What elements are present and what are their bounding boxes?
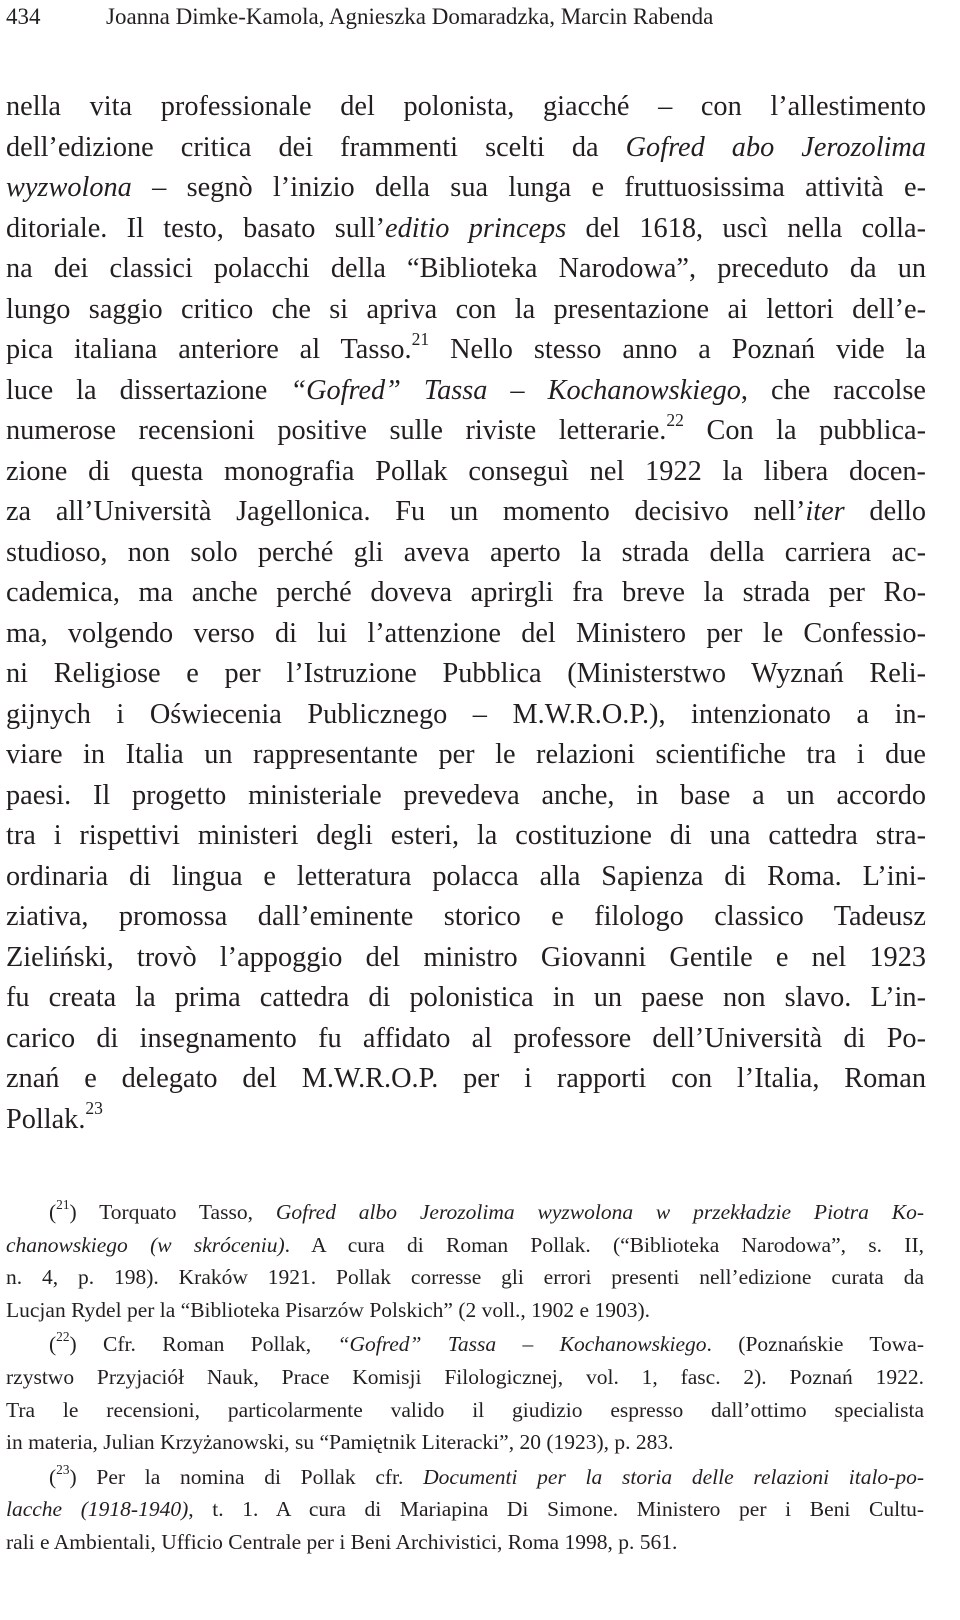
footnote xyxy=(6,1328,924,1458)
body-text-line xyxy=(6,249,926,290)
body-text-line xyxy=(6,168,926,209)
text-segment: luce la dissertazione xyxy=(6,374,291,406)
text-segment: n. 4, p. 198). Kraków 1921. Pollak corresse gli errori presenti nell’edizione curata da xyxy=(6,1265,924,1290)
text-segment: ( xyxy=(49,1332,57,1357)
italic-text: Documenti per la storia delle relazioni italo-po- xyxy=(423,1464,925,1489)
body-text-line xyxy=(6,978,926,1019)
body-text-line xyxy=(6,452,926,493)
footnote-line xyxy=(6,1426,924,1459)
text-segment: Zieliński, trovò l’appoggio del ministro Giovanni Gentile e nel 1923 xyxy=(6,941,926,973)
footnote-line xyxy=(6,1493,924,1526)
italic-text: editio princeps xyxy=(385,212,567,244)
body-text-line xyxy=(6,330,926,371)
text-segment: Nello stesso anno a Poznań vide la xyxy=(429,334,927,365)
main-body-text xyxy=(6,87,926,1140)
footnote-line xyxy=(6,1261,924,1294)
footnote xyxy=(6,1461,924,1559)
text-segment: dello xyxy=(844,496,926,527)
text-segment: ( xyxy=(49,1464,57,1489)
body-text-line xyxy=(6,290,926,331)
page-number: 434 xyxy=(6,4,41,29)
footnote-line xyxy=(6,1196,924,1229)
text-segment: carico di insegnamento fu affidato al professore dell’Università di Po- xyxy=(6,1022,926,1054)
body-text-line xyxy=(6,573,926,614)
text-segment: lungo saggio critico che si apriva con la presentazione ai lettori dell’e- xyxy=(6,293,926,325)
body-text-line xyxy=(6,371,926,412)
text-segment: viare in Italia un rappresentante per le relazioni scientifiche tra i due xyxy=(6,739,926,770)
body-text-line xyxy=(6,897,926,938)
text-segment: studioso, non solo perché gli aveva aperto la strada della carriera ac- xyxy=(6,536,926,568)
text-segment: numerose recensioni positive sulle riviste letterarie. xyxy=(6,415,667,446)
body-text-line xyxy=(6,492,926,533)
body-text-line xyxy=(6,735,926,776)
running-header xyxy=(6,2,940,32)
text-segment: in materia, Julian Krzyżanowski, su “Pamiętnik Literacki”, 20 (1923), p. 283. xyxy=(6,1430,674,1455)
text-segment: Lucjan Rydel per la “Biblioteka Pisarzów Polskich” (2 voll., 1902 e 1903). xyxy=(6,1297,651,1322)
text-segment: rali e Ambientali, Ufficio Centrale per i Beni Archivistici, Roma 1998, p. 561. xyxy=(6,1529,678,1554)
body-text-line xyxy=(6,816,926,857)
footnote-line xyxy=(6,1229,924,1262)
footnote-reference: 22 xyxy=(666,409,684,430)
body-text-line xyxy=(6,411,926,452)
text-segment: Pollak. xyxy=(6,1103,86,1135)
italic-text: “Gofred” Tassa – Kochanowskiego xyxy=(290,374,741,406)
footnote-line xyxy=(6,1294,924,1327)
footnote-line xyxy=(6,1328,924,1361)
text-segment: – segnò l’inizio della sua lunga e fruttuosissima attività e- xyxy=(131,172,926,203)
text-segment: ordinaria di lingua e letteratura polacca alla Sapienza di Roma. L’ini- xyxy=(6,860,926,892)
footnotes-section xyxy=(6,1196,924,1559)
footnote-reference: 22 xyxy=(56,1329,70,1345)
footnote-line xyxy=(6,1361,924,1394)
text-segment: fu creata la prima cattedra di polonistica in un paese non slavo. L’in- xyxy=(6,982,926,1013)
body-text-line xyxy=(6,654,926,695)
body-text-line xyxy=(6,87,926,128)
text-segment: ditoriale. Il testo, basato sull’ xyxy=(6,212,386,244)
text-segment: Tra le recensioni, particolarmente valido il giudizio espresso dall’ottimo specialista xyxy=(6,1397,924,1422)
text-segment: , t. 1. A cura di Mariapina Di Simone. Ministero per i Beni Cultu- xyxy=(188,1497,924,1522)
text-segment: . (Poznańskie Towa- xyxy=(706,1332,925,1357)
text-segment: gijnych i Oświecenia Publicznego – M.W.R.O.P.), intenzionato a in- xyxy=(6,698,926,730)
text-segment: nella vita professionale del polonista, giacché – con l’allestimento xyxy=(6,91,926,122)
body-text-line xyxy=(6,695,926,736)
italic-text: lacche (1918-1940) xyxy=(6,1497,189,1522)
text-segment: dell’edizione critica dei frammenti scelti da xyxy=(6,131,626,163)
text-segment: tra i rispettivi ministeri degli esteri, la costituzione di una cattedra stra- xyxy=(6,820,926,851)
text-segment: rzystwo Przyjaciół Nauk, Prace Komisji Filologicznej, vol. 1, fasc. 2). Poznań 1922. xyxy=(6,1364,924,1389)
text-segment: cademica, ma anche perché doveva aprirgli fra breve la strada per Ro- xyxy=(6,577,926,608)
body-text-line xyxy=(6,209,926,250)
footnote xyxy=(6,1196,924,1326)
text-segment: Con la pubblica- xyxy=(683,415,926,446)
text-segment: ziativa, promossa dall’eminente storico e filologo classico Tadeusz xyxy=(6,901,926,932)
running-head-authors: Joanna Dimke-Kamola, Agnieszka Domaradzka, Marcin Rabenda xyxy=(106,4,714,29)
footnote-line xyxy=(6,1394,924,1427)
text-segment: ( xyxy=(49,1200,57,1224)
italic-text: chanowskiego (w skróceniu) xyxy=(6,1232,285,1257)
text-segment: ma, volgendo verso di lui l’attenzione del Ministero per le Confessio- xyxy=(6,617,926,649)
text-segment: na dei classici polacchi della “Biblioteka Narodowa”, preceduto da un xyxy=(6,253,926,284)
text-segment: del 1618, uscì nella colla- xyxy=(566,212,926,244)
text-segment: ) Cfr. Roman Pollak, xyxy=(69,1332,338,1357)
text-segment: ) Torquato Tasso, xyxy=(69,1200,276,1224)
text-segment: pica italiana anteriore al Tasso. xyxy=(6,334,412,365)
italic-text: wyzwolona xyxy=(6,172,132,203)
body-text-line xyxy=(6,938,926,979)
text-segment: znań e delegato del M.W.R.O.P. per i rapporti con l’Italia, Roman xyxy=(6,1063,926,1094)
italic-text: Gofred abo Jerozolima xyxy=(625,131,927,163)
body-text-line xyxy=(6,614,926,655)
italic-text: “Gofred” Tassa – Kochanowskiego xyxy=(337,1332,707,1357)
body-text-line xyxy=(6,776,926,817)
footnote-reference: 23 xyxy=(56,1461,70,1477)
text-segment: paesi. Il progetto ministeriale prevedeva anche, in base a un accordo xyxy=(6,779,926,811)
body-text-line xyxy=(6,1019,926,1060)
footnote-reference: 23 xyxy=(85,1098,103,1119)
body-text-line xyxy=(6,857,926,898)
body-text-line xyxy=(6,1100,926,1141)
body-text-line xyxy=(6,128,926,169)
body-text-line xyxy=(6,533,926,574)
text-segment: za all’Università Jagellonica. Fu un momento decisivo nell’ xyxy=(6,496,806,527)
footnote-reference: 21 xyxy=(411,328,430,349)
text-segment: , che raccolse xyxy=(740,374,926,406)
text-segment: ni Religiose e per l’Istruzione Pubblica (Ministerstwo Wyznań Reli- xyxy=(6,658,926,689)
footnote-line xyxy=(6,1526,924,1559)
text-segment: . A cura di Roman Pollak. (“Biblioteka Narodowa”, s. II, xyxy=(284,1232,924,1257)
footnote-reference: 21 xyxy=(56,1196,70,1212)
italic-text: Gofred albo Jerozolima wyzwolona w przekładzie Piotra Ko- xyxy=(275,1200,924,1224)
text-segment: ) Per la nomina di Pollak cfr. xyxy=(69,1464,424,1489)
italic-text: iter xyxy=(805,496,845,527)
text-segment: zione di questa monografia Pollak conseguì nel 1922 la libera docen- xyxy=(6,455,926,487)
body-text-line xyxy=(6,1059,926,1100)
footnote-line xyxy=(6,1461,924,1494)
